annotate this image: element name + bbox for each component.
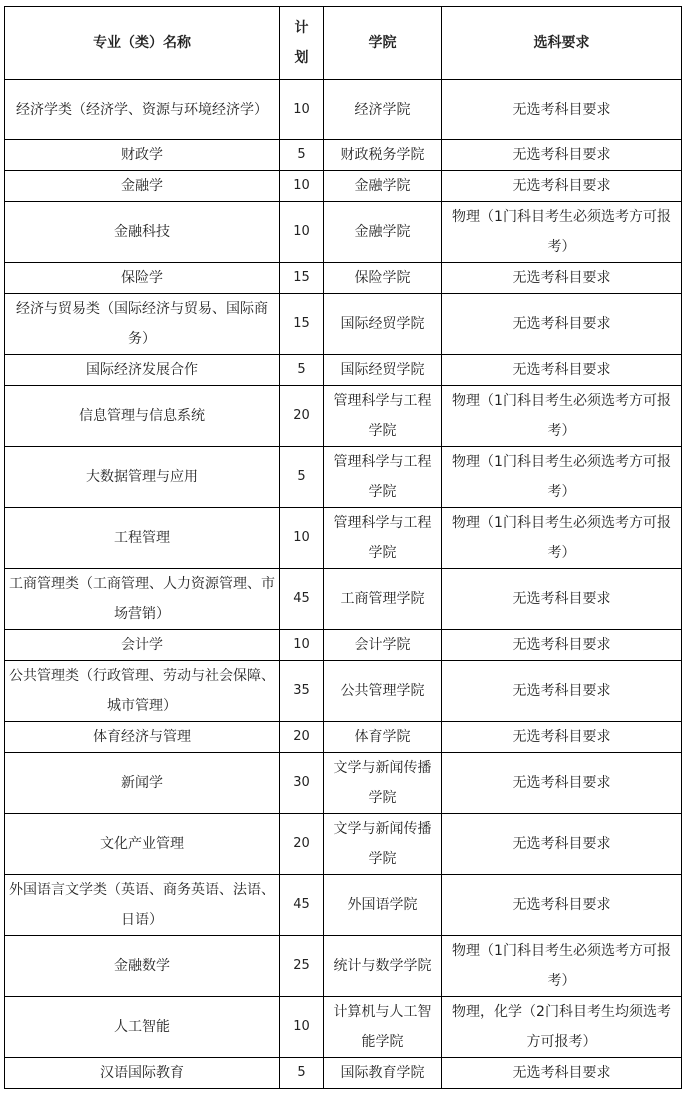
school-cell: 保险学院 (324, 263, 442, 294)
school-cell: 计算机与人工智能学院 (324, 997, 442, 1058)
header-major: 专业（类）名称 (5, 7, 280, 80)
school-cell: 统计与数学学院 (324, 936, 442, 997)
plan-cell: 5 (280, 355, 324, 386)
table-row (5, 997, 682, 1058)
table-row (5, 171, 682, 202)
table-row (5, 447, 682, 508)
table-row (5, 355, 682, 386)
table-header-row (5, 7, 682, 80)
plan-cell: 15 (280, 263, 324, 294)
major-cell: 金融科技 (5, 202, 280, 263)
requirement-cell: 无选考科目要求 (442, 1058, 682, 1089)
table-row (5, 630, 682, 661)
requirement-cell: 物理（1门科目考生必须选考方可报考） (442, 508, 682, 569)
table-row (5, 140, 682, 171)
major-cell: 工程管理 (5, 508, 280, 569)
table-row (5, 294, 682, 355)
requirement-cell: 无选考科目要求 (442, 294, 682, 355)
header-plan: 计划 (280, 7, 324, 80)
school-cell: 会计学院 (324, 630, 442, 661)
major-cell: 国际经济发展合作 (5, 355, 280, 386)
school-cell: 外国语学院 (324, 875, 442, 936)
requirement-cell: 无选考科目要求 (442, 569, 682, 630)
header-requirement: 选科要求 (442, 7, 682, 80)
requirement-cell: 无选考科目要求 (442, 722, 682, 753)
plan-cell: 25 (280, 936, 324, 997)
table-row (5, 814, 682, 875)
plan-cell: 20 (280, 722, 324, 753)
plan-cell: 35 (280, 661, 324, 722)
major-cell: 新闻学 (5, 753, 280, 814)
requirement-cell: 物理（1门科目考生必须选考方可报考） (442, 202, 682, 263)
admission-plan-table (4, 6, 682, 1089)
table-row (5, 722, 682, 753)
table-row (5, 80, 682, 140)
school-cell: 经济学院 (324, 80, 442, 140)
school-cell: 财政税务学院 (324, 140, 442, 171)
major-cell: 文化产业管理 (5, 814, 280, 875)
school-cell: 管理科学与工程学院 (324, 386, 442, 447)
major-cell: 财政学 (5, 140, 280, 171)
major-cell: 信息管理与信息系统 (5, 386, 280, 447)
plan-cell: 45 (280, 875, 324, 936)
school-cell: 体育学院 (324, 722, 442, 753)
school-cell: 国际经贸学院 (324, 294, 442, 355)
requirement-cell: 物理（1门科目考生必须选考方可报考） (442, 386, 682, 447)
major-cell: 工商管理类（工商管理、人力资源管理、市场营销） (5, 569, 280, 630)
requirement-cell: 物理（1门科目考生必须选考方可报考） (442, 936, 682, 997)
plan-cell: 5 (280, 140, 324, 171)
major-cell: 经济学类（经济学、资源与环境经济学） (5, 80, 280, 140)
plan-cell: 10 (280, 630, 324, 661)
major-cell: 公共管理类（行政管理、劳动与社会保障、城市管理） (5, 661, 280, 722)
table-row (5, 661, 682, 722)
plan-cell: 30 (280, 753, 324, 814)
table-row (5, 202, 682, 263)
school-cell: 工商管理学院 (324, 569, 442, 630)
plan-cell: 45 (280, 569, 324, 630)
requirement-cell: 无选考科目要求 (442, 263, 682, 294)
school-cell: 文学与新闻传播学院 (324, 753, 442, 814)
plan-cell: 15 (280, 294, 324, 355)
school-cell: 管理科学与工程学院 (324, 447, 442, 508)
major-cell: 人工智能 (5, 997, 280, 1058)
plan-cell: 10 (280, 508, 324, 569)
plan-cell: 10 (280, 80, 324, 140)
plan-cell: 5 (280, 447, 324, 508)
table-row (5, 508, 682, 569)
table-row (5, 569, 682, 630)
major-cell: 体育经济与管理 (5, 722, 280, 753)
major-cell: 汉语国际教育 (5, 1058, 280, 1089)
requirement-cell: 无选考科目要求 (442, 630, 682, 661)
requirement-cell: 无选考科目要求 (442, 661, 682, 722)
requirement-cell: 无选考科目要求 (442, 875, 682, 936)
school-cell: 国际教育学院 (324, 1058, 442, 1089)
major-cell: 保险学 (5, 263, 280, 294)
requirement-cell: 无选考科目要求 (442, 140, 682, 171)
school-cell: 管理科学与工程学院 (324, 508, 442, 569)
requirement-cell: 无选考科目要求 (442, 814, 682, 875)
table-row (5, 263, 682, 294)
school-cell: 金融学院 (324, 202, 442, 263)
table-row (5, 936, 682, 997)
requirement-cell: 无选考科目要求 (442, 171, 682, 202)
major-cell: 金融学 (5, 171, 280, 202)
requirement-cell: 无选考科目要求 (442, 355, 682, 386)
header-school: 学院 (324, 7, 442, 80)
requirement-cell: 无选考科目要求 (442, 753, 682, 814)
admission-plan-document (4, 6, 682, 1089)
school-cell: 公共管理学院 (324, 661, 442, 722)
school-cell: 金融学院 (324, 171, 442, 202)
requirement-cell: 物理，化学（2门科目考生均须选考方可报考） (442, 997, 682, 1058)
plan-cell: 5 (280, 1058, 324, 1089)
table-row (5, 1058, 682, 1089)
table-row (5, 753, 682, 814)
major-cell: 会计学 (5, 630, 280, 661)
major-cell: 经济与贸易类（国际经济与贸易、国际商务） (5, 294, 280, 355)
major-cell: 金融数学 (5, 936, 280, 997)
requirement-cell: 物理（1门科目考生必须选考方可报考） (442, 447, 682, 508)
plan-cell: 10 (280, 171, 324, 202)
table-row (5, 875, 682, 936)
plan-cell: 20 (280, 814, 324, 875)
table-row (5, 386, 682, 447)
school-cell: 国际经贸学院 (324, 355, 442, 386)
major-cell: 大数据管理与应用 (5, 447, 280, 508)
plan-cell: 20 (280, 386, 324, 447)
plan-cell: 10 (280, 997, 324, 1058)
school-cell: 文学与新闻传播学院 (324, 814, 442, 875)
major-cell: 外国语言文学类（英语、商务英语、法语、日语） (5, 875, 280, 936)
plan-cell: 10 (280, 202, 324, 263)
requirement-cell: 无选考科目要求 (442, 80, 682, 140)
